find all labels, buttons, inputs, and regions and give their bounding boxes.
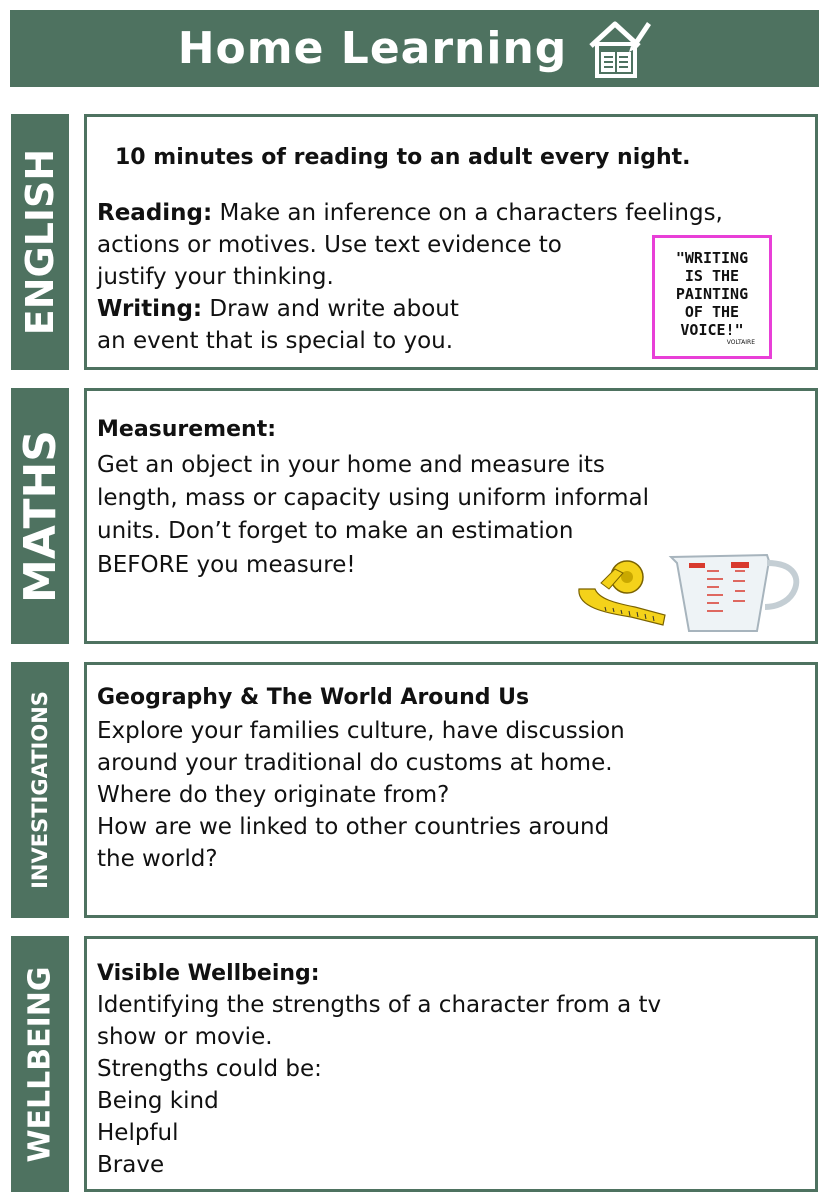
- writing-line-2: an event that is special to you.: [97, 328, 454, 354]
- writing-text: Draw and write about: [202, 296, 459, 322]
- measuring-jug-icon: [667, 549, 803, 635]
- wellbeing-line: show or movie.: [97, 1024, 273, 1050]
- wellbeing-line: Identifying the strengths of a character from a tv: [97, 992, 662, 1018]
- reading-text: Make an inference on a characters feelings,: [212, 200, 723, 226]
- english-section: [84, 114, 818, 370]
- wellbeing-line: Helpful: [97, 1120, 179, 1146]
- page-title: Home Learning: [177, 23, 568, 74]
- investigations-line: around your traditional do customs at home.: [97, 750, 613, 776]
- maths-side-label: MATHS: [11, 388, 69, 644]
- home-study-icon: [585, 16, 651, 82]
- quote-text: "WRITING IS THE PAINTING OF THE VOICE!": [675, 248, 749, 339]
- maths-line: BEFORE you measure!: [97, 552, 356, 578]
- maths-line: units. Don’t forget to make an estimation: [97, 518, 574, 544]
- maths-section: [84, 388, 818, 644]
- reading-line-2: actions or motives. Use text evidence to: [97, 232, 562, 258]
- maths-line: length, mass or capacity using uniform informal: [97, 485, 649, 511]
- wellbeing-line: Strengths could be:: [97, 1056, 322, 1082]
- writing-label: Writing:: [97, 296, 203, 322]
- investigations-side-label: INVESTIGATIONS: [11, 662, 69, 918]
- wellbeing-section: [84, 936, 818, 1192]
- maths-line: Get an object in your home and measure its: [97, 452, 605, 478]
- investigations-heading: Geography & The World Around Us: [97, 685, 530, 710]
- reading-line-3: justify your thinking.: [97, 264, 334, 290]
- investigations-line: Where do they originate from?: [97, 782, 450, 808]
- reading-label: Reading:: [97, 200, 213, 226]
- investigations-line: Explore your families culture, have discussion: [97, 718, 625, 744]
- investigations-line: How are we linked to other countries around: [97, 814, 610, 840]
- english-headline: 10 minutes of reading to an adult every night.: [115, 145, 691, 170]
- investigations-line: the world?: [97, 846, 218, 872]
- page-header: [10, 10, 819, 87]
- tape-measure-icon: [575, 559, 667, 629]
- wellbeing-side-label: WELLBEING: [11, 936, 69, 1192]
- wellbeing-heading: Visible Wellbeing:: [97, 961, 320, 986]
- maths-heading: Measurement:: [97, 417, 277, 442]
- writing-line-1: [97, 293, 459, 325]
- wellbeing-line: Being kind: [97, 1088, 219, 1114]
- wellbeing-line: Brave: [97, 1152, 165, 1178]
- quote-signature: VOLTAIRE: [726, 338, 755, 346]
- english-side-label: ENGLISH: [11, 114, 69, 370]
- investigations-section: [84, 662, 818, 918]
- reading-line-1: [97, 197, 723, 229]
- quote-card: [652, 235, 772, 359]
